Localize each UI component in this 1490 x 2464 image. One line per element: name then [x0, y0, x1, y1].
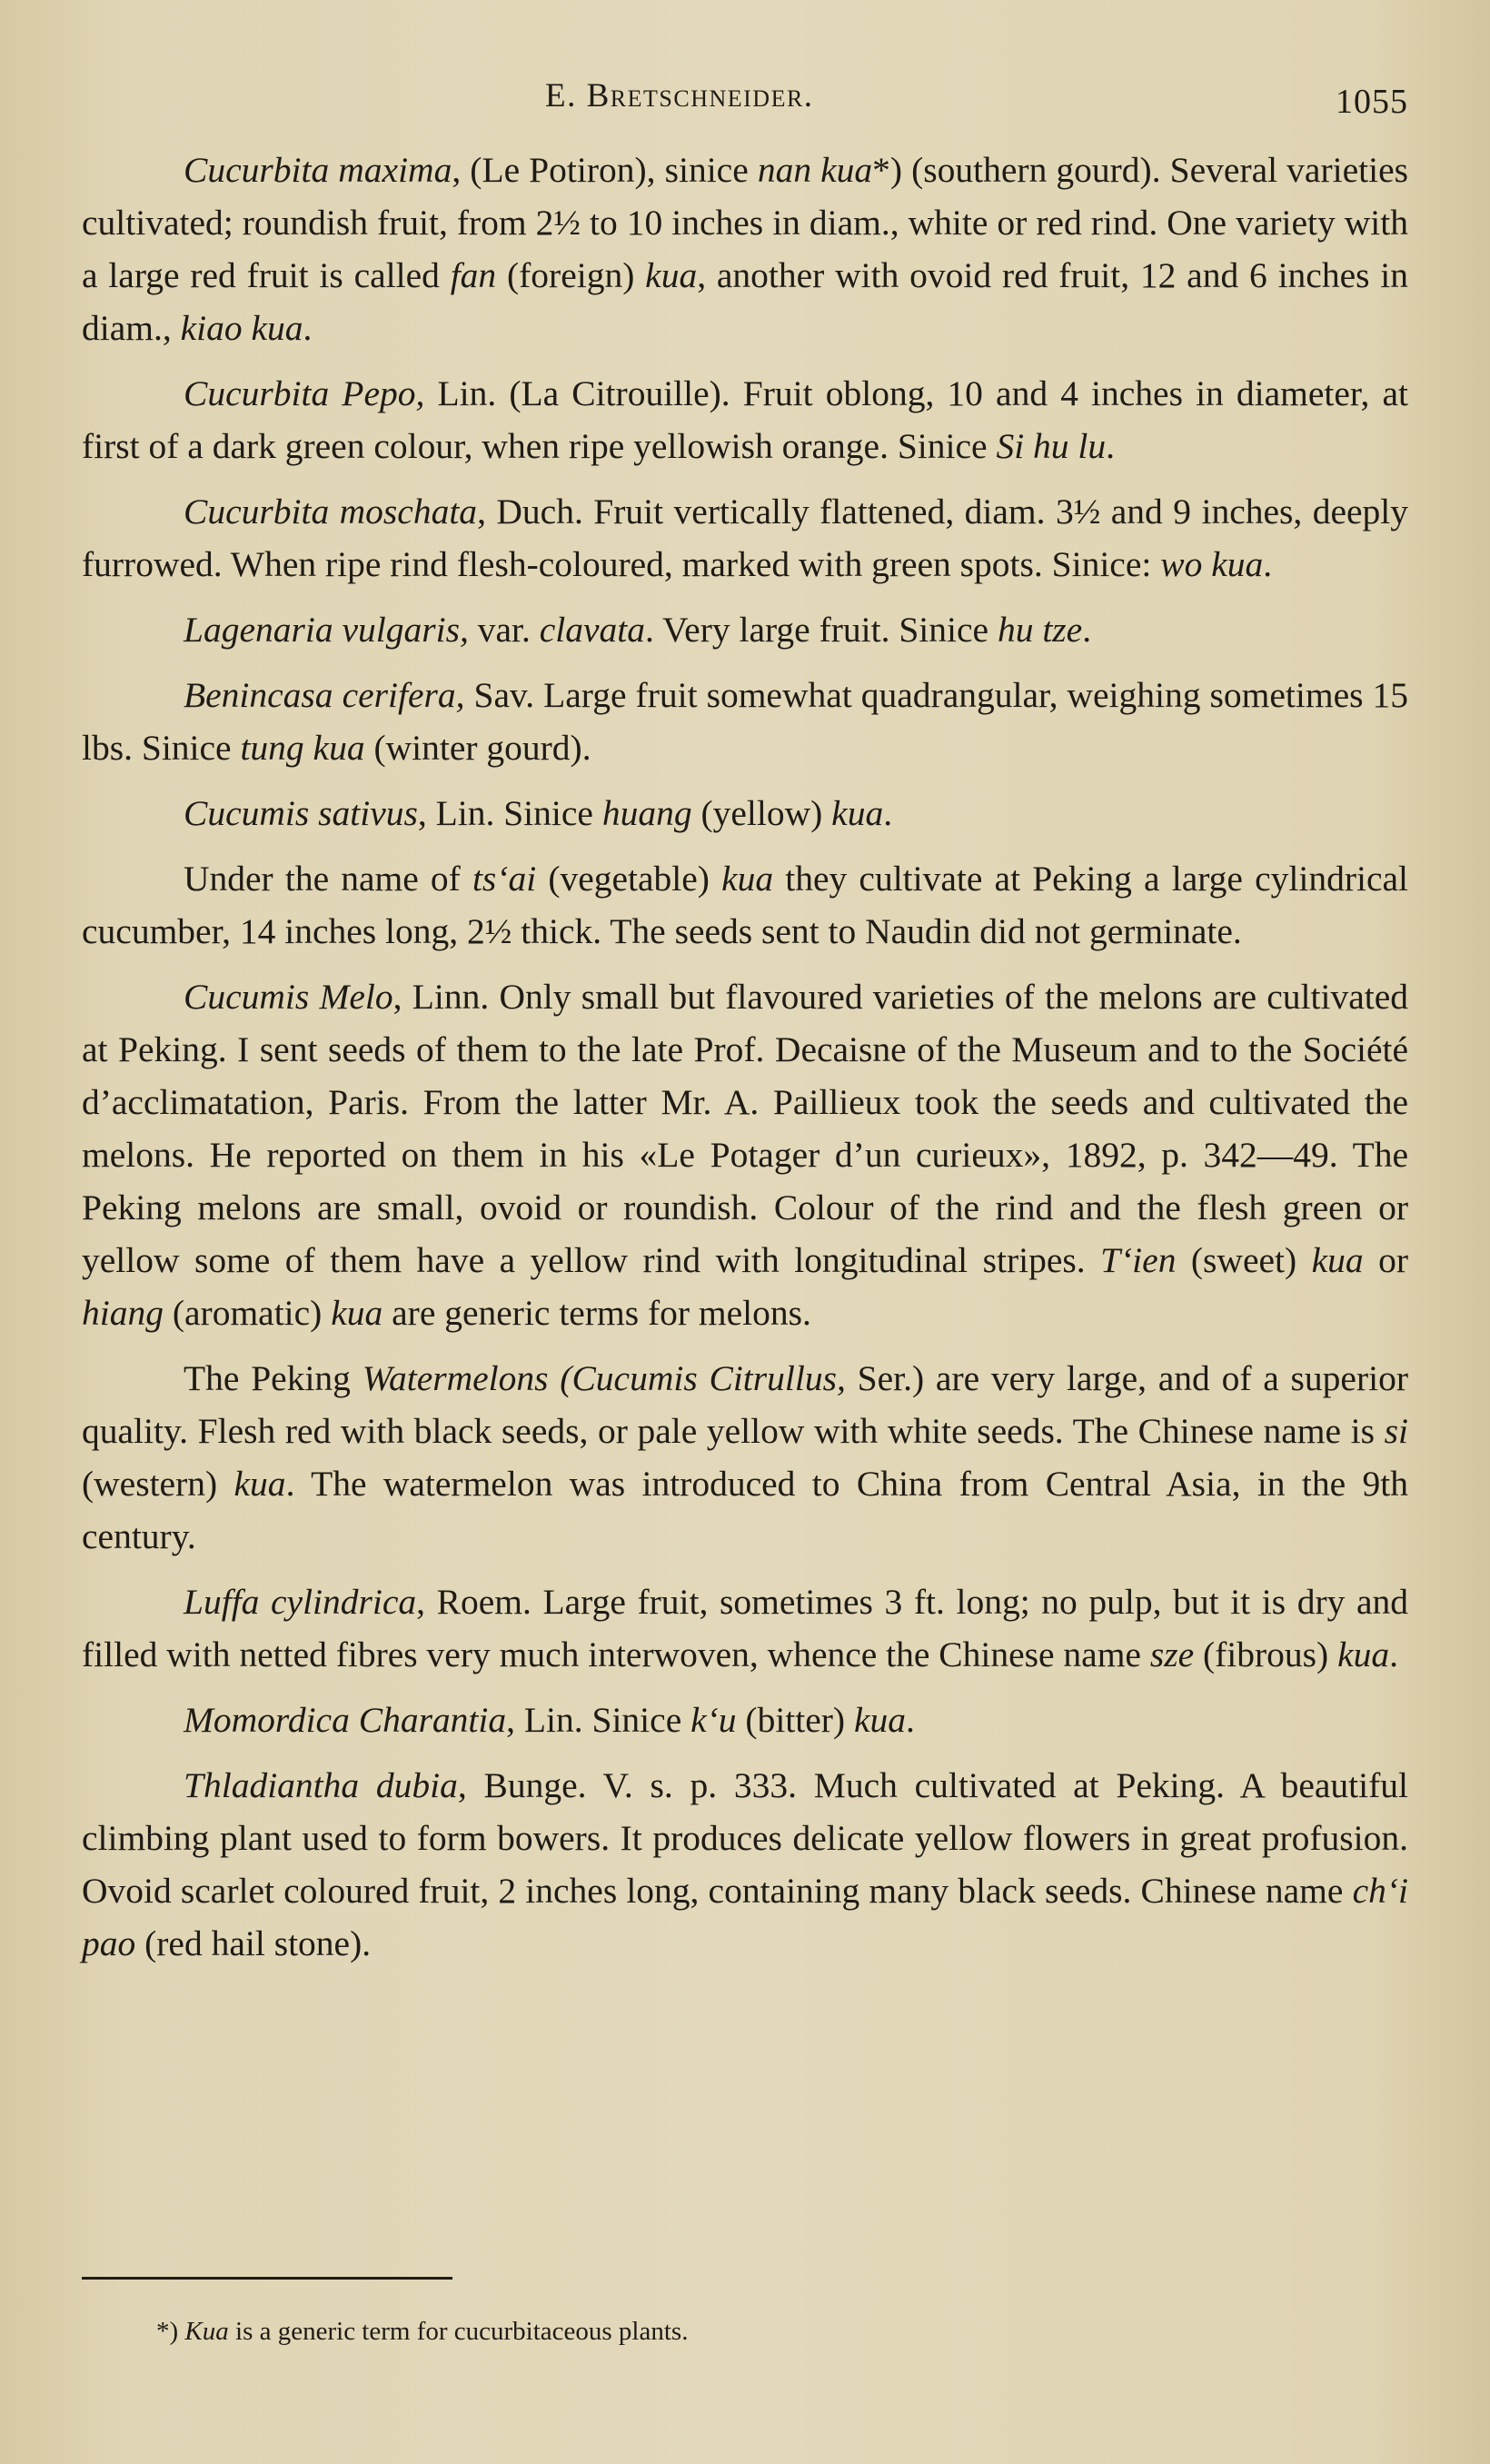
italic-term: tung kua [240, 728, 365, 768]
italic-term: hu tze [997, 610, 1083, 650]
italic-term: kua [1311, 1240, 1364, 1280]
text-run: . [1082, 610, 1092, 650]
body-text [82, 144, 1408, 1982]
paragraph-momordica-charantia [82, 1694, 1408, 1746]
footnote [156, 2315, 688, 2348]
text-run: var. [468, 610, 540, 650]
text-run: they cultivate at Peking a large cylindrical cucumber, 14 inches long, 2½ thick. The seeds sent to Naudin did not germinate. [82, 859, 1408, 951]
page-number: 1055 [1336, 83, 1408, 121]
text-run: . [1106, 426, 1116, 466]
italic-term: kua [831, 793, 884, 833]
italic-term: si [1384, 1411, 1408, 1451]
italic-term: Cucurbita maxima [184, 150, 452, 190]
text-run: , Duch. Fruit vertically flattened, diam. 3½ and 9 inches, deeply furrowed. When ripe rind flesh-coloured, marked with green spots. Sinice: [82, 492, 1408, 584]
paragraph-thladiantha-dubia [82, 1759, 1408, 1970]
italic-term: Momordica Charantia [184, 1700, 507, 1740]
text-run: . [1389, 1634, 1399, 1674]
text-run: , Lin. Sinice [417, 793, 602, 833]
italic-term: hiang [82, 1293, 164, 1333]
text-run: (aromatic) [163, 1293, 332, 1333]
italic-term: Cucumis sativus [184, 793, 418, 833]
text-run: *) (southern gourd). Several varieties cultivated; roundish fruit, from 2½ to 10 inches in diam., white or red rind. One variety with a large red fruit is called [82, 150, 1408, 295]
italic-term: sze [1149, 1634, 1195, 1674]
text-run: . [1263, 544, 1273, 584]
italic-term: kua [721, 859, 774, 899]
italic-term: Cucumis Melo [184, 977, 393, 1017]
text-run: Lin. (La Citrouille). Fruit oblong, 10 and 4 inches in diameter, at first of a dark green colour, when ripe yellowish orange. Sinice [82, 373, 1408, 466]
italic-term: k‘u [690, 1700, 737, 1740]
footnote-divider [82, 2277, 452, 2280]
text-run: Ser.) are very large, and of a superior quality. Flesh red with black seeds, or pale yellow with white seeds. The Chinese name is [82, 1358, 1408, 1451]
italic-term: Si hu lu [996, 426, 1107, 466]
italic-term: ch‘i pao [82, 1871, 1408, 1963]
text-run: . Very large fruit. Sinice [644, 610, 998, 650]
text-run: . [883, 793, 893, 833]
italic-term: kua [853, 1700, 907, 1740]
page-header [82, 71, 1408, 125]
text-run: , Bunge. V. s. p. 333. Much cultivated at Peking. A beautiful climbing plant used to form bowers. It produces delicate yellow flowers in great profusion. Ovoid scarlet coloured fruit, 2 inches long, containing many black seeds. Chinese name [82, 1765, 1408, 1911]
text-run: (western) [82, 1464, 234, 1504]
text-run: (winter gourd). [364, 728, 591, 768]
text-run: or [1363, 1240, 1408, 1280]
text-run: are generic terms for melons. [382, 1293, 811, 1333]
italic-term: nan kua [757, 150, 873, 190]
paragraph-cucumis-melo [82, 970, 1408, 1339]
text-run: , another with ovoid red fruit, 12 and 6 inches in diam., [82, 255, 1409, 348]
text-run: . The watermelon was introduced to China from Central Asia, in the 9th century. [82, 1464, 1408, 1556]
italic-term: fan [450, 255, 497, 295]
paragraph-cucurbita-pepo [82, 367, 1408, 472]
italic-term: kua [645, 255, 698, 295]
italic-term: wo kua [1160, 544, 1264, 584]
paragraph-watermelons [82, 1352, 1408, 1563]
text-run: Sav. Large fruit somewhat quadrangular, weighing sometimes 15 lbs. Sinice [82, 675, 1409, 768]
text-run: *) [156, 2317, 185, 2346]
italic-term: Lagenaria vulgaris, [184, 610, 469, 650]
italic-term: ts‘ai [472, 859, 537, 899]
italic-term: Cucurbita moschata [184, 492, 478, 532]
text-run: (sweet) [1176, 1240, 1312, 1280]
text-run: Under the name of [184, 859, 472, 899]
paragraph-lagenaria-vulgaris [82, 603, 1408, 656]
paragraph-luffa-cylindrica [82, 1575, 1408, 1681]
italic-term: Cucurbita Pepo, [184, 373, 425, 413]
italic-term: kua [331, 1293, 383, 1333]
italic-term: Kua [184, 2317, 229, 2346]
italic-term: T‘ien [1100, 1240, 1177, 1280]
text-run: . [303, 308, 313, 348]
paragraph-cucurbita-moschata [82, 485, 1408, 591]
italic-term: Thladiantha dubia [184, 1765, 458, 1805]
author-initial: E. [545, 77, 587, 114]
paragraph-benincasa-cerifera [82, 669, 1408, 774]
paragraph-cucurbita-maxima [82, 144, 1408, 354]
text-run: (fibrous) [1194, 1634, 1338, 1674]
text-run: is a generic term for cucurbitaceous plants. [228, 2317, 689, 2346]
italic-term: huang [601, 793, 692, 833]
italic-term: kua [1337, 1634, 1390, 1674]
text-run: (yellow) [691, 793, 832, 833]
text-run: . [906, 1700, 915, 1740]
italic-term: Luffa cylindrica [184, 1582, 417, 1622]
author-surname: Bretschneider. [586, 77, 814, 114]
running-head [545, 76, 814, 115]
text-run: (bitter) [736, 1700, 854, 1740]
text-run: The Peking [184, 1358, 363, 1398]
italic-term: Watermelons (Cucumis Citrullus, [362, 1358, 846, 1398]
text-run: , Lin. Sinice [506, 1700, 691, 1740]
italic-term: kiao kua [180, 308, 303, 348]
text-run: , (Le Potiron), sinice [452, 150, 758, 190]
text-run: , Linn. Only small but flavoured varieties of the melons are cultivated at Peking. I sent seeds of them to the late Prof. Decaisne of the Museum and to the Société d’acclimatation, Paris. From the latter Mr. A. Paillieux took the seeds and cultivated the melons. He reported on them in his «Le Potager d’un curieux», 1892, p. 342—49. The Peking melons are small, ovoid or roundish. Colour of the rind and the flesh green or yellow some of them have a yellow rind with longitudinal stripes. [82, 977, 1408, 1280]
italic-term: kua [233, 1464, 286, 1504]
italic-term: clavata [539, 610, 645, 650]
text-run: (vegetable) [536, 859, 722, 899]
italic-term: Benincasa cerifera, [184, 675, 465, 715]
text-run: , Roem. Large fruit, sometimes 3 ft. long; no pulp, but it is dry and filled with netted fibres very much interwoven, whence the Chinese name [82, 1582, 1409, 1674]
paragraph-tsai-kua [82, 852, 1408, 958]
text-run: (red hail stone). [135, 1923, 372, 1963]
text-run: (foreign) [496, 255, 646, 295]
paragraph-cucumis-sativus [82, 787, 1408, 840]
